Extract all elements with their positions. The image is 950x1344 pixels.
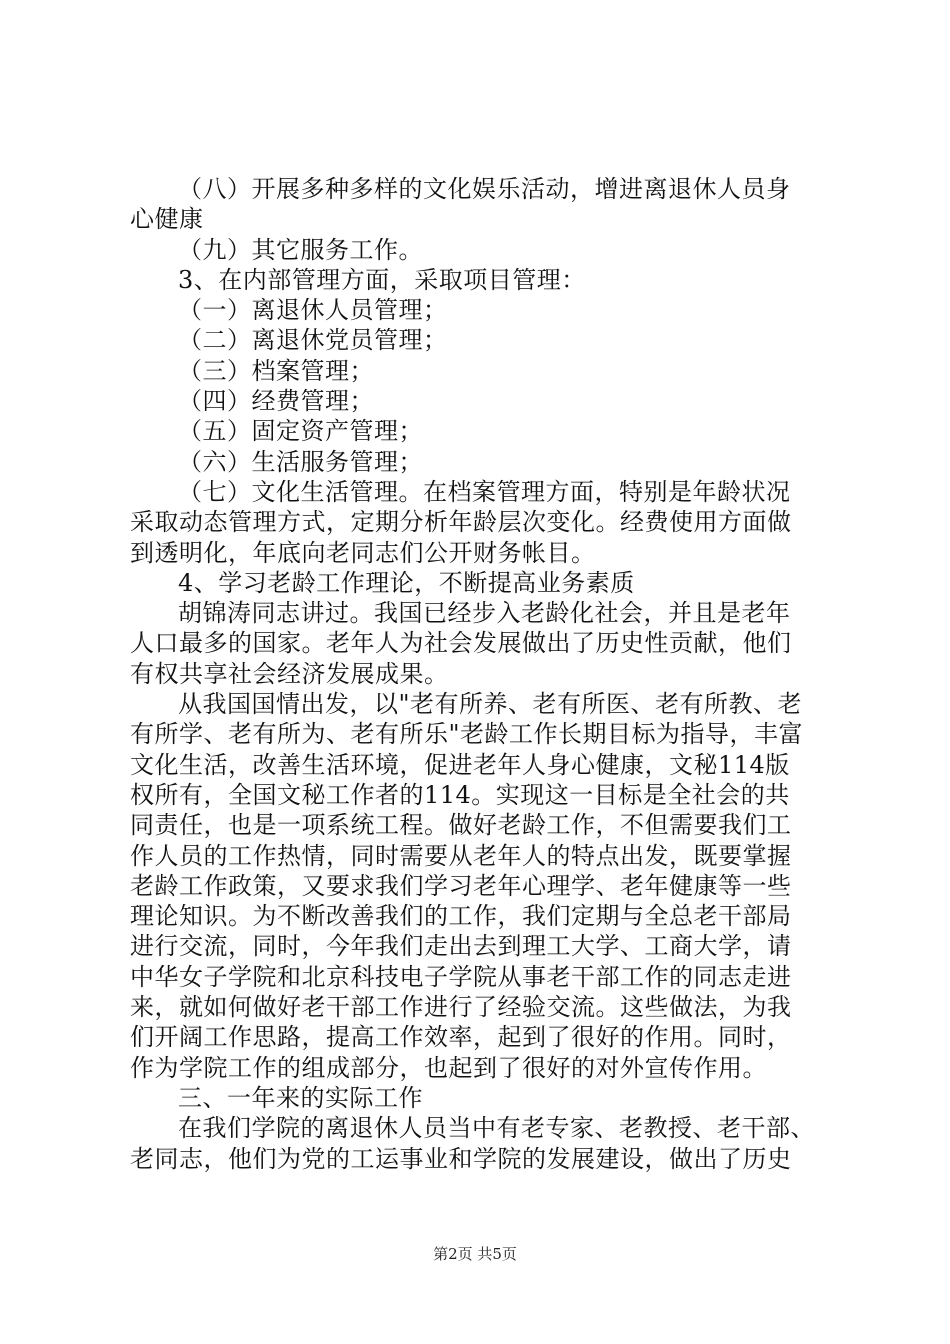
text-line: 权所有，全国文秘工作者的114。实现这一目标是全社会的共 (130, 780, 790, 809)
text-line: （六）生活服务管理； (178, 447, 423, 476)
text-line: 4、学习老龄工作理论，不断提高业务素质 (178, 568, 635, 597)
text-line: （三）档案管理； (178, 356, 374, 385)
text-line: 来，就如何做好老干部工作进行了经验交流。这些做法，为我 (130, 993, 792, 1022)
text-line: 从我国国情出发，以"老有所养、老有所医、老有所教、老 (178, 690, 803, 719)
text-line: 作为学院工作的组成部分，也起到了很好的对外宣传作用。 (130, 1053, 767, 1082)
text-line: 理论知识。为不断改善我们的工作，我们定期与全总老干部局 (130, 902, 792, 931)
text-line: （九）其它服务工作。 (178, 235, 423, 264)
text-line: 老同志，他们为党的工运事业和学院的发展建设，做出了历史 (130, 1144, 792, 1173)
text-line: 有所学、老有所为、老有所乐"老龄工作长期目标为指导，丰富 (130, 720, 804, 749)
text-line: 在我们学院的离退休人员当中有老专家、老教授、老干部、 (178, 1114, 815, 1143)
text-line: 有权共享社会经济发展成果。 (130, 659, 449, 688)
text-line: 文化生活，改善生活环境，促进老年人身心健康，文秘114版 (130, 750, 790, 779)
text-line: 心健康 (130, 205, 204, 234)
text-line: （八）开展多种多样的文化娱乐活动，增进离退休人员身 (178, 175, 791, 203)
text-line: 到透明化，年底向老同志们公开财务帐目。 (130, 538, 596, 567)
text-line: （七）文化生活管理。在档案管理方面，特别是年龄状况 (178, 477, 791, 506)
text-line: 进行交流，同时，今年我们走出去到理工大学、工商大学，请 (130, 932, 792, 961)
text-line: 老龄工作政策，又要求我们学习老年心理学、老年健康等一些 (130, 871, 792, 900)
text-line: 三、一年来的实际工作 (178, 1083, 423, 1112)
text-line: 作人员的工作热情，同时需要从老年人的特点出发，既要掌握 (130, 841, 792, 870)
document-body (130, 174, 830, 1174)
page-footer: 第2页 共5页 (433, 1245, 517, 1263)
text-line: 中华女子学院和北京科技电子学院从事老干部工作的同志走进 (130, 962, 792, 991)
text-line: （五）固定资产管理； (178, 417, 423, 446)
text-line: 胡锦涛同志讲过。我国已经步入老龄化社会，并且是老年 (178, 599, 791, 628)
text-line: 同责任，也是一项系统工程。做好老龄工作，不但需要我们工 (130, 811, 792, 840)
text-line: 人口最多的国家。老年人为社会发展做出了历史性贡献，他们 (130, 629, 792, 658)
text-line: 采取动态管理方式，定期分析年龄层次变化。经费使用方面做 (130, 508, 792, 537)
text-line: （一）离退休人员管理； (178, 296, 448, 325)
text-line: （四）经费管理； (178, 387, 374, 416)
text-line: 3、在内部管理方面，采取项目管理： (178, 265, 586, 294)
text-line: （二）离退休党员管理； (178, 326, 448, 355)
text-line: 们开阔工作思路，提高工作效率，起到了很好的作用。同时， (130, 1023, 792, 1052)
